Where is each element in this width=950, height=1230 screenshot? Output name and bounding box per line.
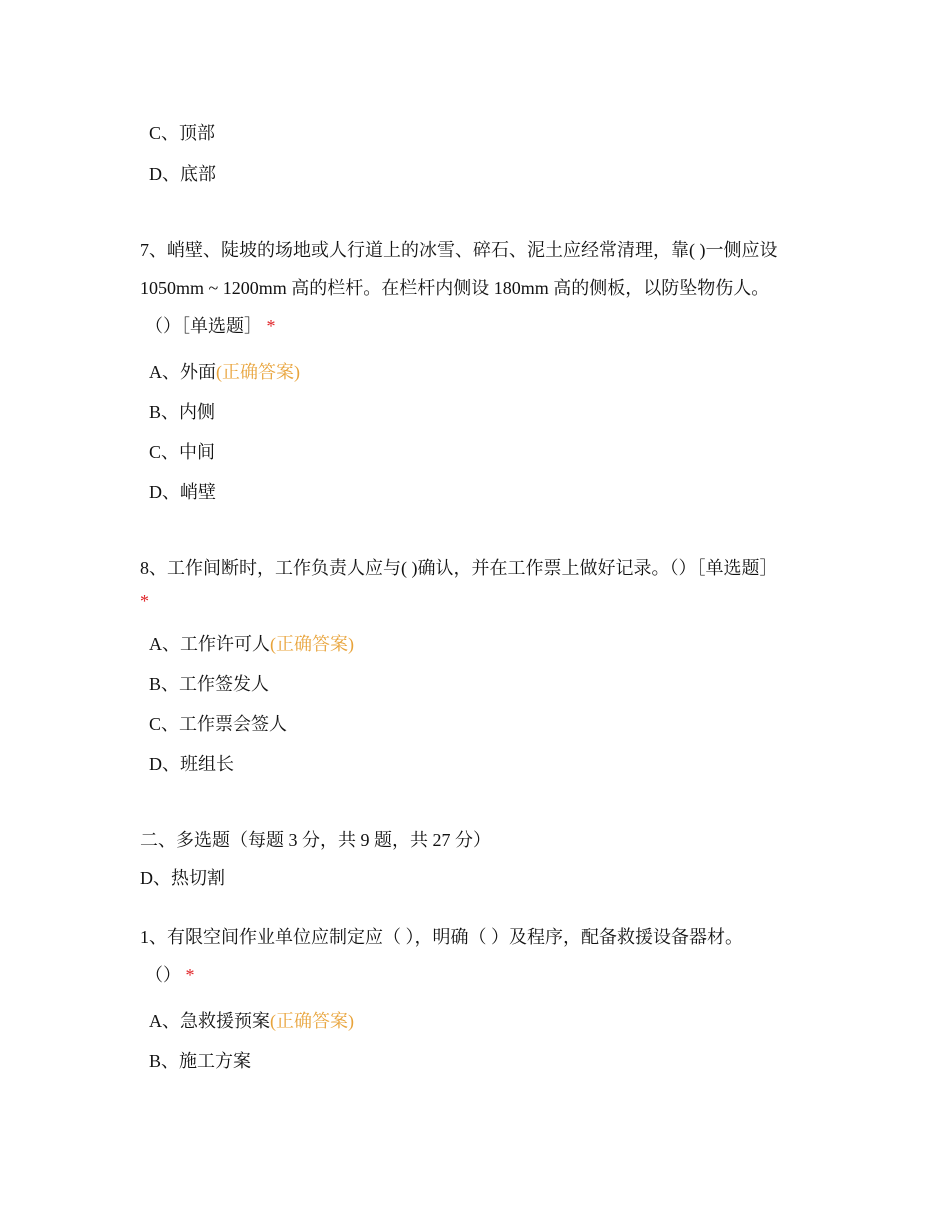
option-label: C、顶部 (149, 123, 216, 143)
option-label: D、班组长 (149, 754, 234, 774)
q8-stem-line-1: 8、工作间断时，工作负责人应与( )确认，并在工作票上做好记录。（）［单选题］ (140, 558, 778, 578)
q7-stem-line-3 (145, 314, 276, 338)
option-label: D、峭壁 (149, 482, 216, 502)
option-label: B、工作签发人 (149, 674, 270, 694)
required-mark: * (140, 591, 149, 611)
q7-option-b (149, 400, 215, 424)
mq1-option-a (149, 1009, 354, 1033)
q7-option-a (149, 360, 300, 384)
option-label: A、外面 (149, 362, 216, 382)
required-mark: * (185, 965, 195, 985)
mq1-stem-line-1: 1、有限空间作业单位应制定应（ ），明确（ ）及程序，配备救援设备器材。 (140, 927, 743, 947)
q7-option-c (149, 440, 215, 464)
option-label: A、工作许可人 (149, 634, 270, 654)
option-label: C、中间 (149, 442, 216, 462)
correct-answer-tag: (正确答案) (270, 634, 354, 654)
q8-option-d (149, 752, 234, 776)
correct-answer-tag: (正确答案) (216, 362, 300, 382)
q7-stem-line-2: 1050mm ~ 1200mm 高的栏杆。在栏杆内侧设 180mm 高的侧板，以防坠物伤人。 (140, 278, 770, 298)
q8-option-b (149, 672, 269, 696)
q6-option-c (149, 121, 215, 145)
q7-stem-line-1: 7、峭壁、陡坡的场地或人行道上的冰雪、碎石、泥土应经常清理，靠( )一侧应设 (140, 240, 778, 260)
stray-option: D、热切割 (140, 868, 225, 888)
option-label: B、施工方案 (149, 1051, 252, 1071)
option-label: B、内侧 (149, 402, 216, 422)
option-label: A、急救援预案 (149, 1011, 270, 1031)
option-label: C、工作票会签人 (149, 714, 288, 734)
option-label: D、底部 (149, 164, 216, 184)
question-type: （）［单选题］ (145, 316, 262, 336)
q6-option-d (149, 162, 216, 186)
q8-option-c (149, 712, 287, 736)
question-type: （） (145, 965, 181, 985)
mq1-stem-line-2 (145, 963, 195, 987)
correct-answer-tag: (正确答案) (270, 1011, 354, 1031)
section-heading: 二、多选题（每题 3 分，共 9 题，共 27 分） (140, 830, 491, 850)
q7-option-d (149, 480, 216, 504)
q8-option-a (149, 632, 354, 656)
required-mark: * (266, 316, 276, 336)
mq1-option-b (149, 1049, 251, 1073)
